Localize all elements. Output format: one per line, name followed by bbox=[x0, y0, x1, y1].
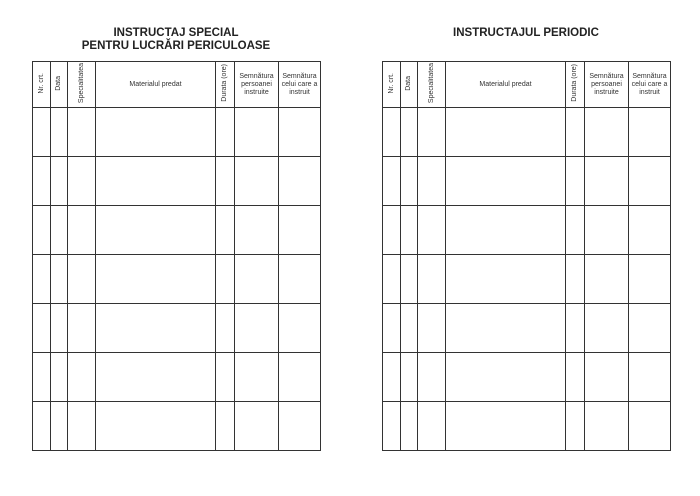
left-log-table bbox=[32, 61, 321, 451]
table-row bbox=[33, 402, 321, 451]
table-cell[interactable] bbox=[446, 157, 566, 206]
table-cell[interactable] bbox=[279, 206, 321, 255]
table-cell[interactable] bbox=[418, 108, 446, 157]
table-cell[interactable] bbox=[216, 157, 235, 206]
right-col-nr: Nr. crt. bbox=[383, 62, 401, 108]
left-title-line2: PENTRU LUCRĂRI PERICULOASE bbox=[81, 40, 271, 52]
table-cell[interactable] bbox=[235, 402, 279, 451]
table-cell[interactable] bbox=[446, 353, 566, 402]
table-cell[interactable] bbox=[585, 255, 629, 304]
table-cell[interactable] bbox=[96, 402, 216, 451]
table-cell[interactable] bbox=[418, 304, 446, 353]
left-col-data: Data bbox=[51, 62, 68, 108]
table-cell[interactable] bbox=[33, 206, 51, 255]
table-cell[interactable] bbox=[33, 402, 51, 451]
table-cell[interactable] bbox=[216, 206, 235, 255]
table-cell[interactable] bbox=[418, 353, 446, 402]
table-cell[interactable] bbox=[96, 108, 216, 157]
left-col-nr: Nr. crt. bbox=[33, 62, 51, 108]
table-cell[interactable] bbox=[51, 255, 68, 304]
table-cell[interactable] bbox=[235, 108, 279, 157]
table-cell[interactable] bbox=[68, 402, 96, 451]
table-cell[interactable] bbox=[235, 157, 279, 206]
table-cell[interactable] bbox=[383, 402, 401, 451]
table-cell[interactable] bbox=[235, 206, 279, 255]
right-col-semnatura-instruite: Semnătura persoanei instruite bbox=[585, 62, 629, 108]
table-cell[interactable] bbox=[401, 255, 418, 304]
table-cell[interactable] bbox=[96, 353, 216, 402]
table-cell[interactable] bbox=[33, 108, 51, 157]
table-cell[interactable] bbox=[585, 206, 629, 255]
table-cell[interactable] bbox=[585, 353, 629, 402]
table-cell[interactable] bbox=[96, 157, 216, 206]
right-title-line1: INSTRUCTAJUL PERIODIC bbox=[453, 27, 599, 39]
table-cell[interactable] bbox=[279, 108, 321, 157]
table-row bbox=[383, 304, 671, 353]
table-cell[interactable] bbox=[629, 255, 671, 304]
table-cell[interactable] bbox=[418, 157, 446, 206]
table-cell[interactable] bbox=[279, 402, 321, 451]
table-cell[interactable] bbox=[566, 108, 585, 157]
table-cell[interactable] bbox=[585, 402, 629, 451]
table-cell[interactable] bbox=[383, 206, 401, 255]
table-cell[interactable] bbox=[383, 255, 401, 304]
table-row bbox=[33, 304, 321, 353]
table-cell[interactable] bbox=[51, 206, 68, 255]
table-row bbox=[383, 402, 671, 451]
table-cell[interactable] bbox=[566, 304, 585, 353]
table-cell[interactable] bbox=[235, 255, 279, 304]
table-cell[interactable] bbox=[51, 108, 68, 157]
table-cell[interactable] bbox=[401, 304, 418, 353]
table-cell[interactable] bbox=[585, 157, 629, 206]
table-cell[interactable] bbox=[629, 353, 671, 402]
left-col-semnatura-instruite: Semnătura persoanei instruite bbox=[235, 62, 279, 108]
table-cell[interactable] bbox=[68, 108, 96, 157]
table-cell[interactable] bbox=[96, 304, 216, 353]
table-row bbox=[33, 108, 321, 157]
table-cell[interactable] bbox=[566, 255, 585, 304]
table-cell[interactable] bbox=[96, 206, 216, 255]
right-col-specialitatea: Specialitatea bbox=[418, 62, 446, 108]
table-cell[interactable] bbox=[216, 108, 235, 157]
right-log-body bbox=[383, 108, 671, 451]
table-cell[interactable] bbox=[216, 255, 235, 304]
table-cell[interactable] bbox=[383, 157, 401, 206]
table-cell[interactable] bbox=[418, 255, 446, 304]
table-cell[interactable] bbox=[68, 255, 96, 304]
table-cell[interactable] bbox=[401, 157, 418, 206]
table-cell[interactable] bbox=[51, 157, 68, 206]
table-cell[interactable] bbox=[51, 353, 68, 402]
left-col-materialul: Materialul predat bbox=[96, 62, 216, 108]
table-row bbox=[33, 353, 321, 402]
table-cell[interactable] bbox=[279, 255, 321, 304]
table-cell[interactable] bbox=[401, 353, 418, 402]
table-cell[interactable] bbox=[33, 353, 51, 402]
table-cell[interactable] bbox=[235, 353, 279, 402]
left-col-durata: Durata (ore) bbox=[216, 62, 235, 108]
table-cell[interactable] bbox=[279, 157, 321, 206]
table-cell[interactable] bbox=[279, 304, 321, 353]
table-cell[interactable] bbox=[566, 157, 585, 206]
table-row bbox=[33, 206, 321, 255]
table-cell[interactable] bbox=[216, 353, 235, 402]
table-cell[interactable] bbox=[585, 304, 629, 353]
table-cell[interactable] bbox=[68, 353, 96, 402]
left-page-title bbox=[32, 27, 320, 53]
table-row bbox=[33, 157, 321, 206]
table-row bbox=[33, 255, 321, 304]
table-cell[interactable] bbox=[216, 402, 235, 451]
table-row bbox=[383, 255, 671, 304]
table-cell[interactable] bbox=[235, 304, 279, 353]
table-cell[interactable] bbox=[96, 255, 216, 304]
table-cell[interactable] bbox=[629, 108, 671, 157]
right-col-semnatura-instruit: Semnătura celui care a instruit bbox=[629, 62, 671, 108]
right-log-table bbox=[382, 61, 671, 451]
table-row bbox=[383, 353, 671, 402]
table-row bbox=[383, 157, 671, 206]
table-cell[interactable] bbox=[585, 108, 629, 157]
right-col-materialul: Materialul predat bbox=[446, 62, 566, 108]
table-cell[interactable] bbox=[279, 353, 321, 402]
table-row bbox=[383, 206, 671, 255]
table-cell[interactable] bbox=[401, 206, 418, 255]
table-cell[interactable] bbox=[33, 304, 51, 353]
table-cell[interactable] bbox=[629, 402, 671, 451]
left-log-body bbox=[33, 108, 321, 451]
table-cell[interactable] bbox=[401, 402, 418, 451]
table-cell[interactable] bbox=[383, 304, 401, 353]
table-cell[interactable] bbox=[629, 157, 671, 206]
table-cell[interactable] bbox=[566, 402, 585, 451]
table-cell[interactable] bbox=[401, 108, 418, 157]
right-header-row bbox=[383, 62, 671, 108]
table-cell[interactable] bbox=[446, 255, 566, 304]
left-header-row bbox=[33, 62, 321, 108]
table-cell[interactable] bbox=[51, 304, 68, 353]
table-cell[interactable] bbox=[33, 157, 51, 206]
table-cell[interactable] bbox=[68, 304, 96, 353]
right-page-title bbox=[382, 27, 670, 40]
table-cell[interactable] bbox=[418, 402, 446, 451]
table-cell[interactable] bbox=[383, 108, 401, 157]
table-cell[interactable] bbox=[383, 353, 401, 402]
left-col-specialitatea: Specialitatea bbox=[68, 62, 96, 108]
table-cell[interactable] bbox=[33, 255, 51, 304]
table-cell[interactable] bbox=[566, 206, 585, 255]
table-row bbox=[383, 108, 671, 157]
table-cell[interactable] bbox=[51, 402, 68, 451]
right-col-data: Data bbox=[401, 62, 418, 108]
table-cell[interactable] bbox=[216, 304, 235, 353]
left-col-semnatura-instruit: Semnătura celui care a instruit bbox=[279, 62, 321, 108]
table-cell[interactable] bbox=[446, 304, 566, 353]
table-cell[interactable] bbox=[446, 206, 566, 255]
table-cell[interactable] bbox=[446, 402, 566, 451]
table-cell[interactable] bbox=[418, 206, 446, 255]
table-cell[interactable] bbox=[629, 206, 671, 255]
table-cell[interactable] bbox=[446, 108, 566, 157]
table-cell[interactable] bbox=[629, 304, 671, 353]
table-cell[interactable] bbox=[566, 353, 585, 402]
table-cell[interactable] bbox=[68, 157, 96, 206]
right-col-durata: Durata (ore) bbox=[566, 62, 585, 108]
table-cell[interactable] bbox=[68, 206, 96, 255]
left-title-line1: INSTRUCTAJ SPECIAL bbox=[113, 27, 239, 39]
